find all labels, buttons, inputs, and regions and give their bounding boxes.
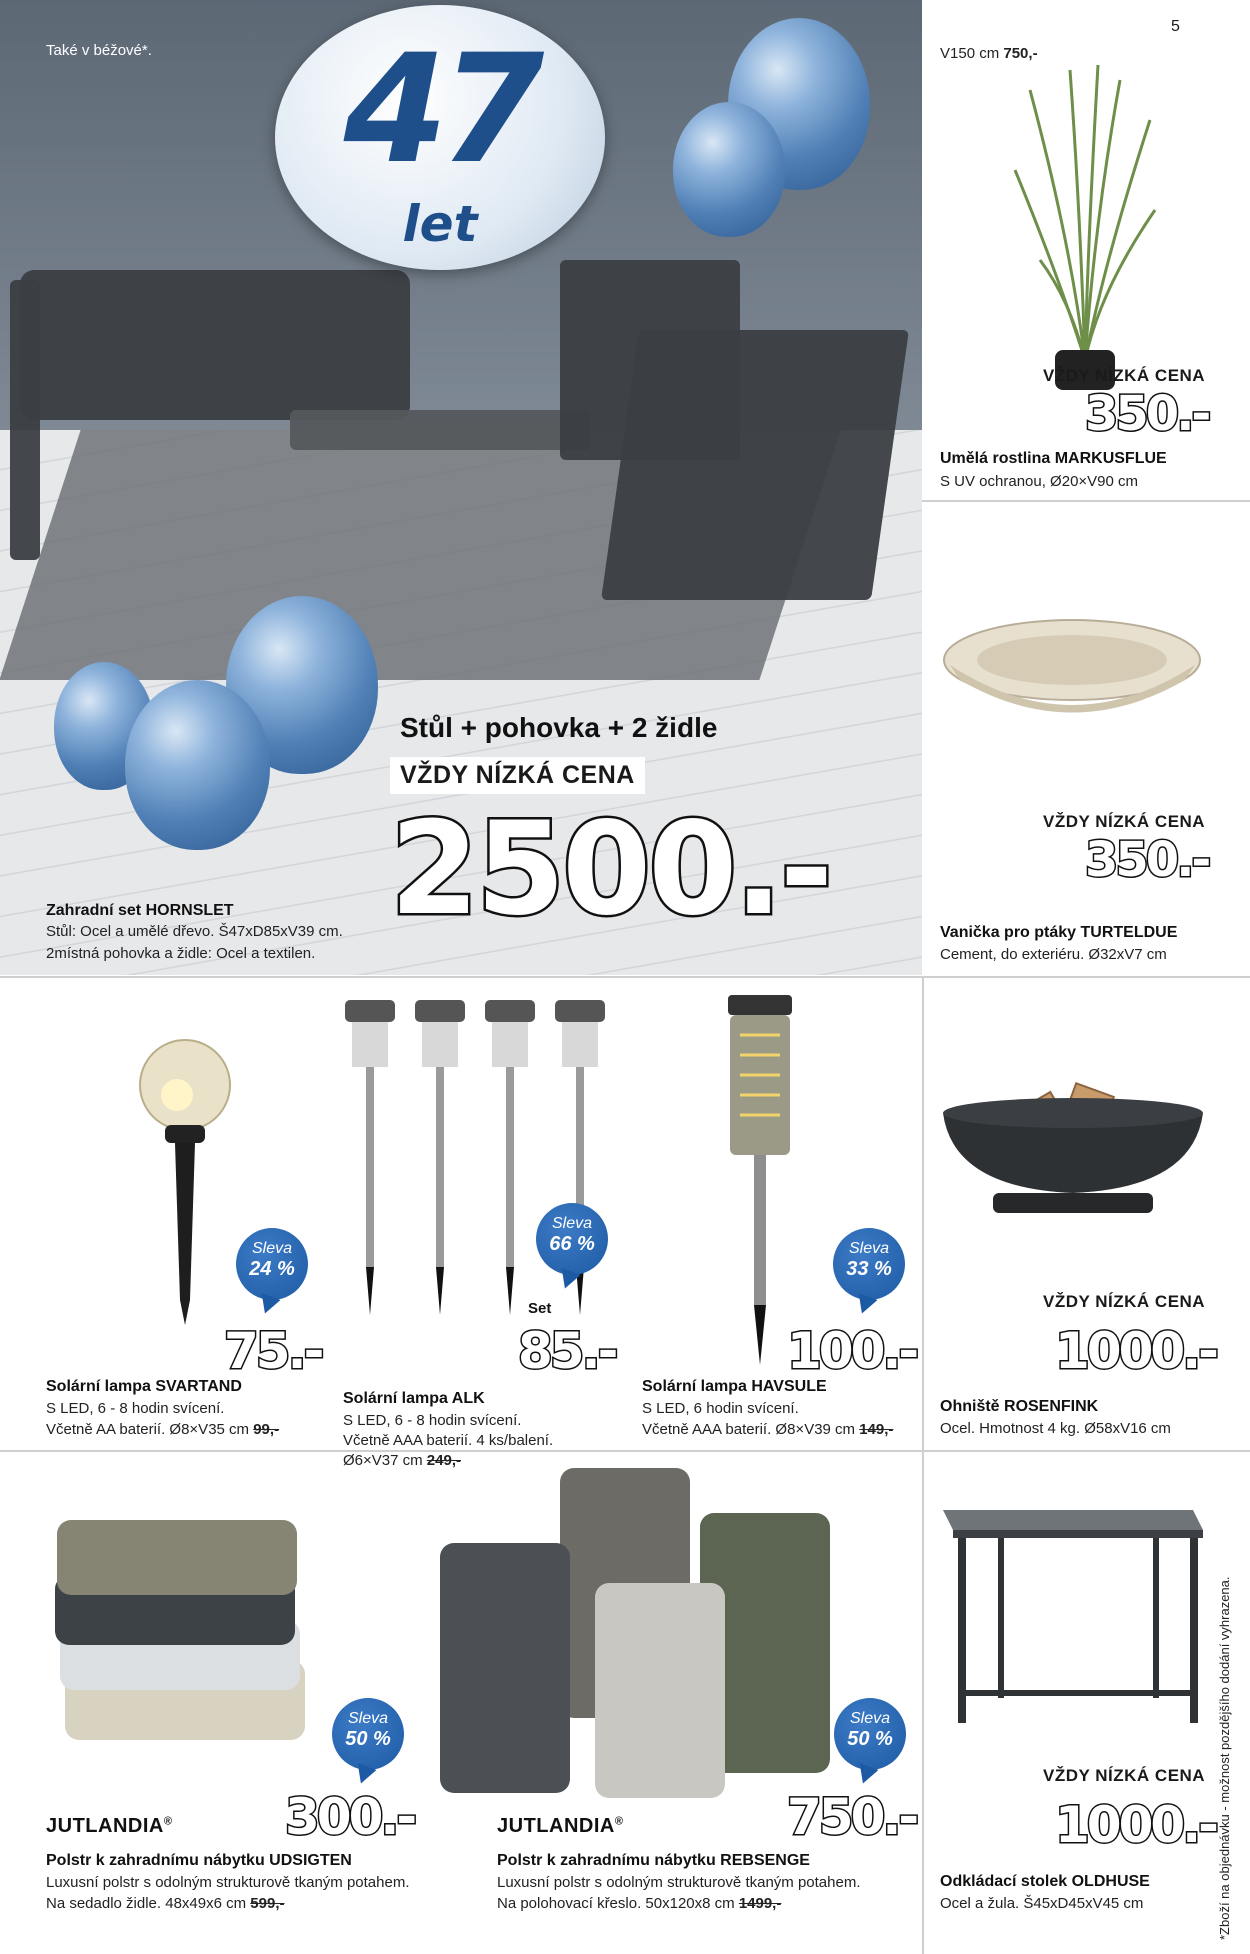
cushion-olive [57,1520,297,1595]
plant-price: 350.- [1085,386,1209,442]
rebsenge-name: Polstr k zahradnímu nábytku REBSENGE [497,1852,810,1869]
birdbath-price: 350.- [1085,832,1209,888]
plant-height-price: 750,- [1003,45,1038,62]
svartand-desc-2-text: Včetně AA baterií. Ø8×V35 cm [46,1421,250,1438]
havsule-image [720,990,800,1370]
firepit-price: 1000.- [1055,1322,1216,1380]
balloon-2 [673,102,785,237]
hero-section [0,0,922,975]
birdbath-tag: VŽDY NÍZKÁ CENA [1043,812,1206,831]
svartand-image [135,1030,235,1330]
chair-right-image [601,330,909,600]
havsule-desc-2 [642,1420,893,1440]
alk-desc-2: Včetně AAA baterií. 4 ks/balení. [343,1432,554,1449]
svartand-desc-2 [46,1420,279,1440]
side-note: *Zboží na objednávku - možnost pozdějšího dodání vyhrazena. [1217,1576,1232,1940]
havsule-old-price: 149,- [859,1421,894,1438]
havsule-discount-badge [833,1228,905,1300]
hero-headline: Stůl + pohovka + 2 židle [400,712,718,743]
firepit-desc: Ocel. Hmotnost 4 kg. Ø58xV16 cm [940,1420,1171,1437]
table-image [290,410,590,450]
oldhuse-price: 1000.- [1055,1796,1216,1854]
sofa-back [10,280,40,560]
divider-col-right [922,976,924,1954]
alk-desc-3-text: Ø6×V37 cm [343,1452,423,1469]
rebsenge-desc-2-text: Na polohovací křeslo. 50x120x8 cm [497,1895,735,1912]
rebsenge-brand-mark: ® [614,1815,624,1828]
rebsenge-sleva-label: Sleva [849,1710,891,1727]
svartand-sleva-label: Sleva [251,1240,293,1257]
alk-discount-badge [536,1203,608,1275]
rebsenge-sleva-pct: 50 % [847,1728,893,1750]
firepit-image [938,1068,1208,1218]
havsule-price: 100.- [787,1322,917,1380]
alk-name: Solární lampa ALK [343,1390,485,1407]
oldhuse-image [938,1500,1208,1730]
svartand-old-price: 99,- [253,1421,280,1438]
sofa-image [20,270,410,420]
divider-row-1 [0,976,1250,978]
plant-image [1010,60,1160,390]
svartand-discount-badge [236,1228,308,1300]
chair-cushion-light [595,1583,725,1798]
havsule-sleva-label: Sleva [848,1240,890,1257]
birdbath-name: Vanička pro ptáky TURTELDUE [940,924,1178,941]
havsule-desc-1: S LED, 6 hodin svícení. [642,1400,799,1417]
alk-sleva-pct: 66 % [549,1233,595,1255]
havsule-name: Solární lampa HAVSULE [642,1378,827,1395]
rebsenge-desc-2 [497,1894,781,1914]
plant-height: V150 cm [940,45,1000,62]
hero-tag: VŽDY NÍZKÁ CENA [390,757,645,794]
firepit-name: Ohniště ROSENFINK [940,1398,1099,1415]
badge-number: 47 [343,23,537,197]
svartand-price: 75.- [224,1322,322,1380]
birdbath-image [940,615,1205,725]
udsigten-image [45,1520,315,1770]
alk-sleva-label: Sleva [551,1215,593,1232]
alk-desc-1: S LED, 6 - 8 hodin svícení. [343,1412,522,1429]
rebsenge-old-price: 1499,- [738,1895,782,1912]
badge-word: let [402,195,478,253]
svartand-sleva-pct: 24 % [249,1258,295,1280]
rebsenge-image [440,1468,870,1798]
alk-set-label: Set [528,1300,552,1317]
udsigten-desc-2-text: Na sedadlo židle. 48x49x6 cm [46,1895,247,1912]
birdbath-desc: Cement, do exteriéru. Ø32xV7 cm [940,946,1167,963]
rebsenge-desc-1: Luxusní polstr s odolným strukturově tkaným potahem. [497,1874,861,1891]
udsigten-desc-2 [46,1894,285,1914]
divider-row-2 [0,1450,1250,1452]
hero-price: 2500.- [390,795,830,944]
hero-desc-1: Stůl: Ocel a umělé dřevo. Š47xD85xV39 cm. [46,923,343,940]
balloon-5 [125,680,270,850]
plant-tag: VŽDY NÍZKÁ CENA [1043,366,1206,385]
firepit-tag: VŽDY NÍZKÁ CENA [1043,1292,1206,1311]
svartand-desc-1: S LED, 6 - 8 hodin svícení. [46,1400,225,1417]
alk-price: 85.- [518,1322,616,1380]
hero-product-name: Zahradní set HORNSLET [46,902,234,919]
udsigten-discount-badge [332,1698,404,1770]
alk-old-price: 249,- [426,1452,461,1469]
oldhuse-desc: Ocel a žula. Š45xD45xV45 cm [940,1895,1144,1912]
udsigten-old-price: 599,- [250,1895,285,1912]
divider-right-1 [922,500,1250,502]
page-number: 5 [1171,18,1180,35]
plant-desc: S UV ochranou, Ø20×V90 cm [940,473,1139,490]
udsigten-brand: JUTLANDIA [46,1815,164,1837]
rebsenge-brand: JUTLANDIA [497,1815,615,1837]
havsule-sleva-pct: 33 % [846,1258,892,1280]
udsigten-sleva-pct: 50 % [345,1728,391,1750]
udsigten-sleva-label: Sleva [347,1710,389,1727]
udsigten-name: Polstr k zahradnímu nábytku UDSIGTEN [46,1852,352,1869]
svartand-name: Solární lampa SVARTAND [46,1378,242,1395]
oldhuse-tag: VŽDY NÍZKÁ CENA [1043,1766,1206,1785]
hero-desc-2: 2místná pohovka a židle: Ocel a textilen. [46,945,316,962]
plant-name: Umělá rostlina MARKUSFLUE [940,450,1167,467]
udsigten-price: 300.- [285,1788,415,1846]
anniversary-badge [275,5,605,270]
hero-note: Také v béžové*. [46,42,152,59]
udsigten-desc-1: Luxusní polstr s odolným strukturově tkaným potahem. [46,1874,410,1891]
udsigten-brand-logo [46,1815,172,1838]
rebsenge-discount-badge [834,1698,906,1770]
chair-cushion-dark [440,1543,570,1793]
rebsenge-price: 750.- [787,1788,917,1846]
udsigten-brand-mark: ® [163,1815,173,1828]
rebsenge-brand-logo [497,1815,623,1838]
havsule-desc-2-text: Včetně AAA baterií. Ø8×V39 cm [642,1421,856,1438]
oldhuse-name: Odkládací stolek OLDHUSE [940,1873,1150,1890]
